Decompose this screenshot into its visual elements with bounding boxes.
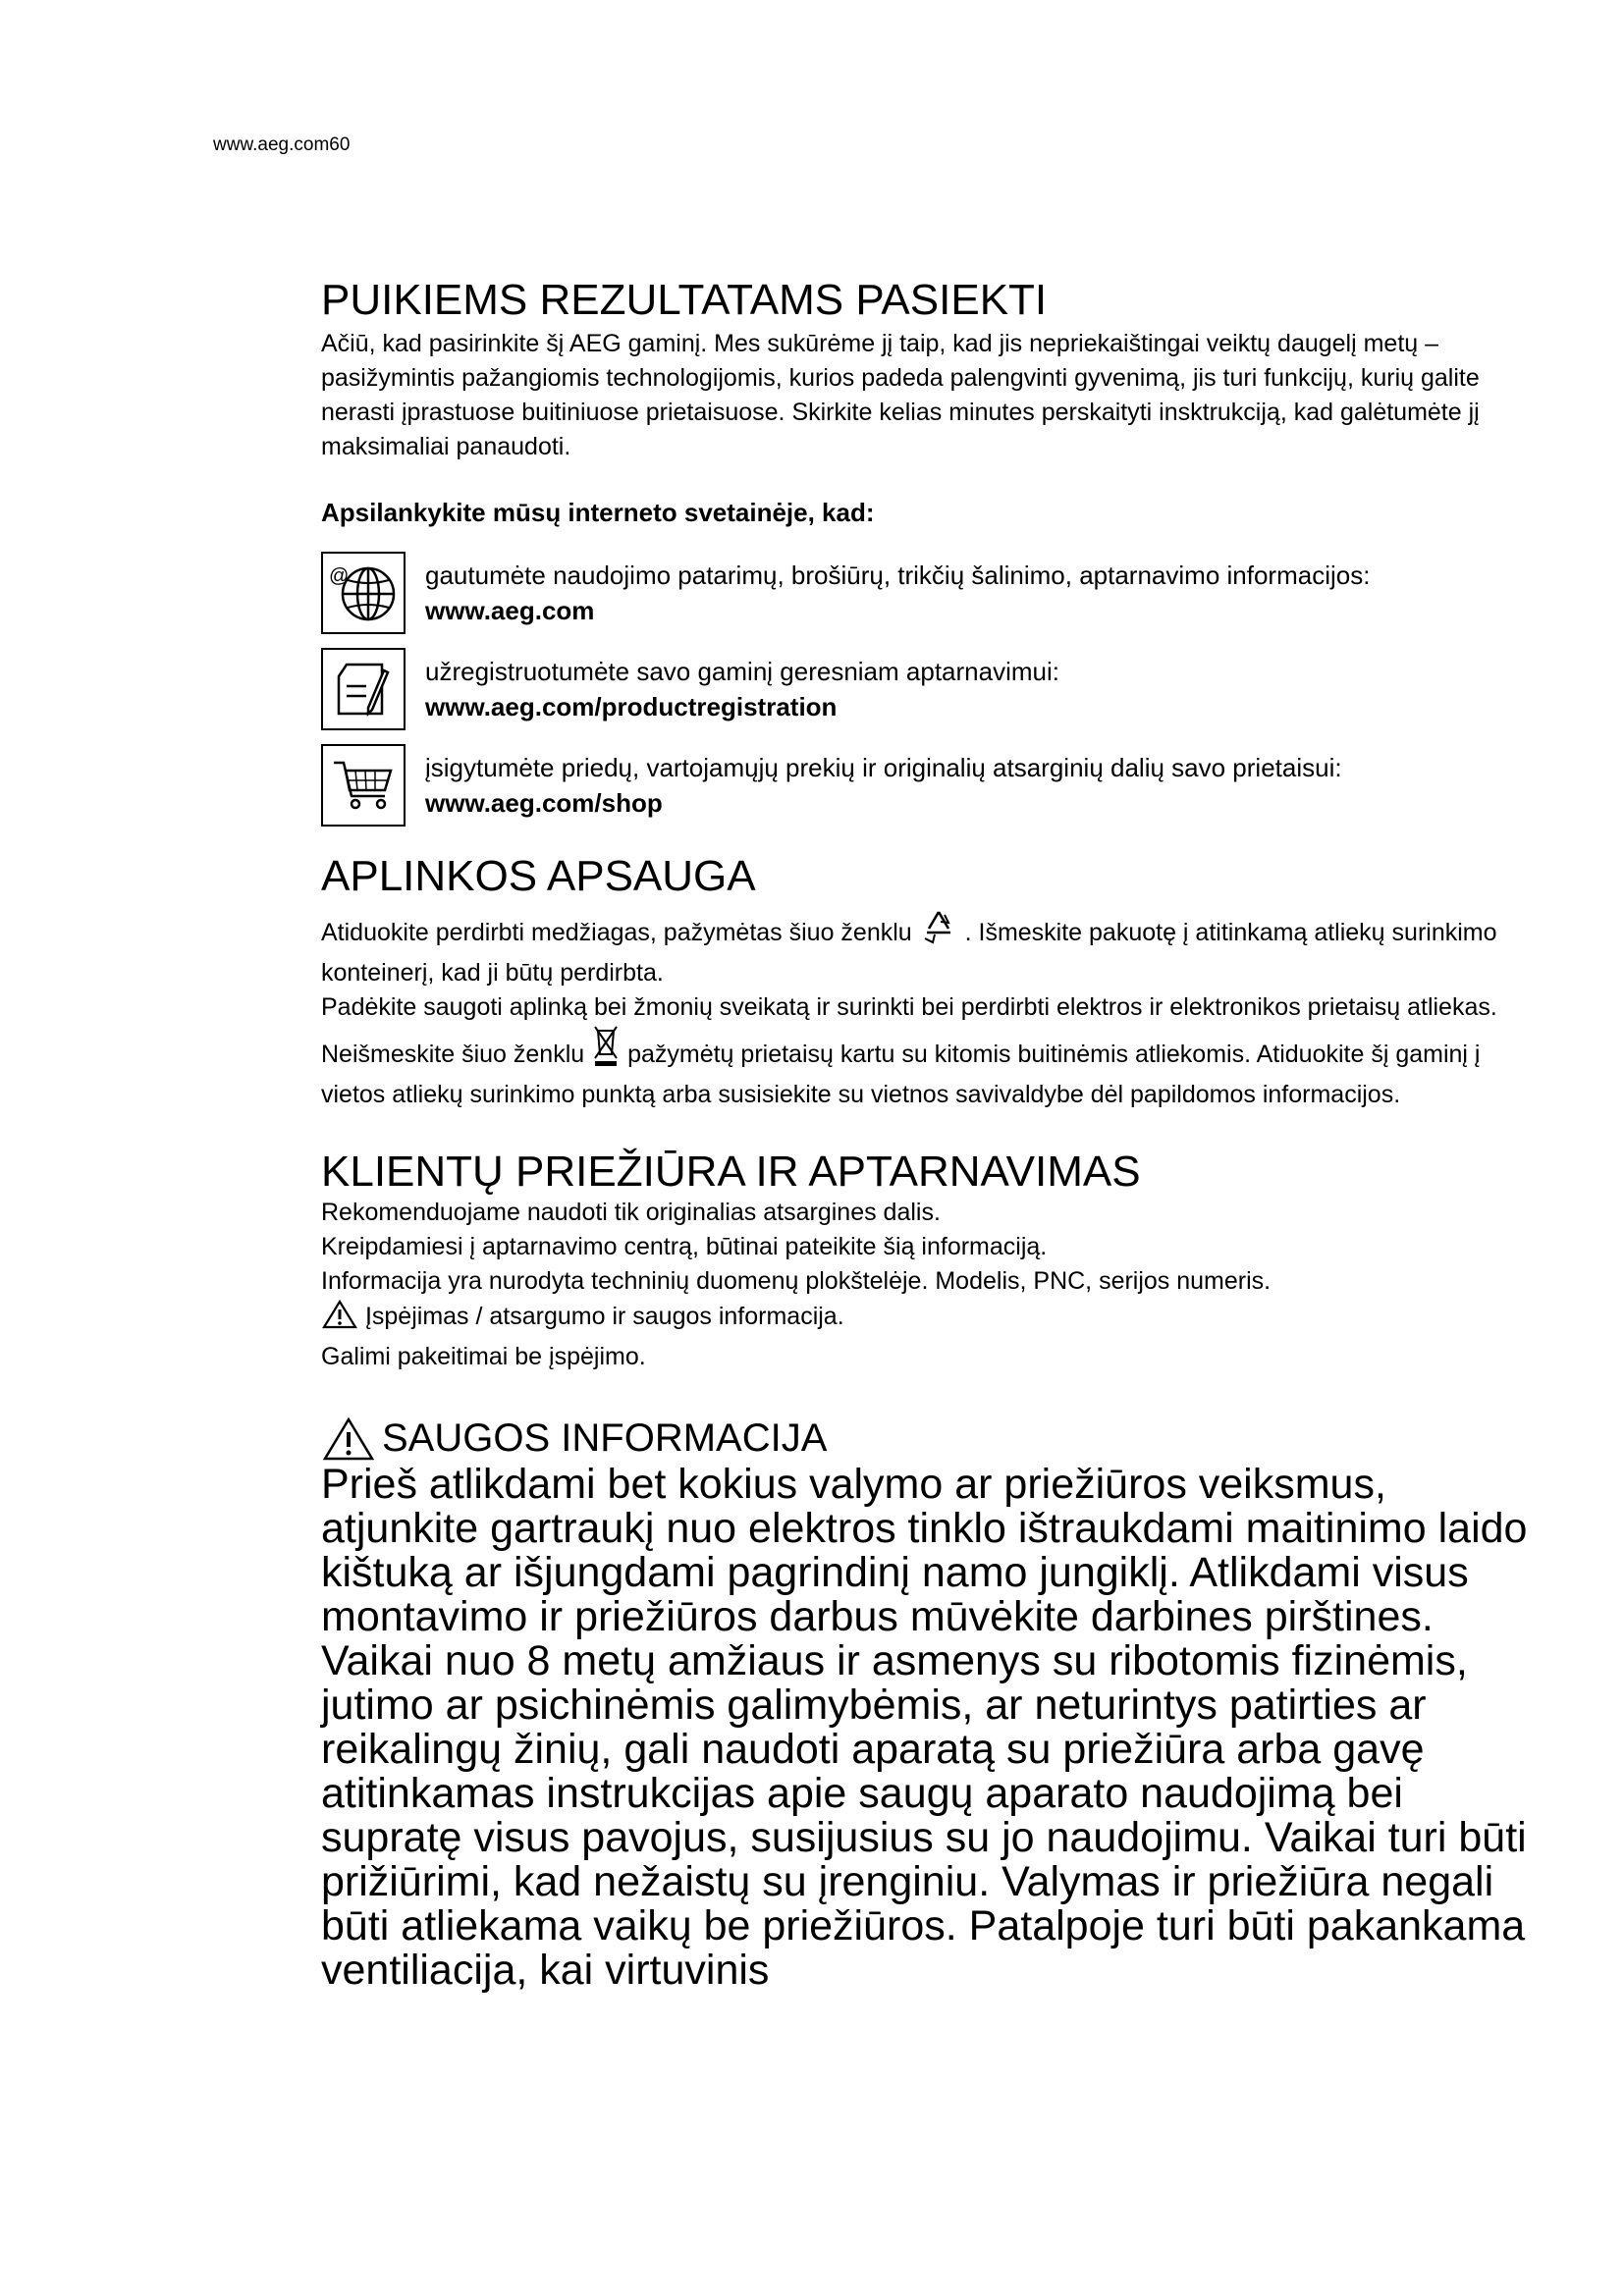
environment-text-part: Atiduokite perdirbti medžiagas, pažymėtas šiuo ženklu	[321, 919, 912, 947]
visit-heading: Apsilankykite mūsų interneto svetainėje, kad:	[321, 498, 875, 528]
service-line: Galimi pakeitimai be įspėjimo.	[321, 1342, 646, 1370]
link-description: įsigytumėte priedų, vartojamųjų prekių ir originalių atsarginių dalių savo prietaisui:	[425, 753, 1342, 783]
product-registration-link[interactable]: www.aeg.com/productregistration	[425, 692, 838, 722]
safety-text: Prieš atlikdami bet kokius valymo ar priežiūros veiksmus, atjunkite gartraukį nuo elektros tinklo ištraukdami maitinimo laido kištuką ar išjungdami pagrindinį namo jungiklį. Atlikdami visus montavimo ir priežiūros darbus mūvėkite darbines pirštines. Vaikai nuo 8 metų amžiaus ir asmenys su ribotomis fizinėmis, jutimo ar psichinėmis galimybėmis, ar neturintys patirties ar reikalingų žinių, gali naudoti aparatą su priežiūra arba gavę atitinkamas instrukcijas apie saugų aparato naudojimą bei supratę visus pavojus, susijusius su jo naudojimu. Vaikai turi būti prižiūrimi, kad nežaistų su įrenginiu. Valymas ir priežiūra negali būti atliekama vaikų be priežiūros. Patalpoje turi būti pakankama ventiliacija, kai virtuvinis	[321, 1460, 1528, 1994]
link-row-registration	[321, 648, 1539, 730]
shop-link[interactable]: www.aeg.com/shop	[425, 788, 663, 819]
svg-text:@: @	[329, 565, 350, 588]
service-warning-line	[321, 1299, 1539, 1340]
globe-icon	[321, 552, 406, 634]
warning-icon	[321, 1415, 376, 1463]
crossed-bin-icon	[591, 1025, 621, 1078]
safety-title-text: SAUGOS INFORMACIJA	[382, 1416, 828, 1461]
link-row-shop	[321, 744, 1539, 827]
recycling-icon	[919, 909, 958, 956]
intro-title: PUIKIEMS REZULTATAMS PASIEKTI	[321, 276, 1048, 324]
link-row-support	[321, 552, 1539, 634]
environment-text-part: pažymėtų prietaisų kartu su kitomis buitinėmis atliekomis. Atiduokite šį gaminį į vietos atliekų surinkimo punktą arba susisiekite su vietnos savivaldybe dėl papildomos informacijos.	[321, 1041, 1481, 1109]
warning-icon	[321, 1299, 358, 1340]
link-text-shop	[425, 750, 1342, 821]
link-description: užregistruotumėte savo gaminį geresniam aptarnavimui:	[425, 657, 1059, 687]
service-line: Informacija yra nurodyta techninių duomenų plokštelėje. Modelis, PNC, serijos numeris.	[321, 1266, 1272, 1295]
link-text-registration	[425, 654, 1059, 724]
environment-text-part: . Išmeskite pakuotę į atitinkamą atliekų surinkimo konteinerį, kad ji būtų perdirbta.	[321, 919, 1497, 988]
service-warning-text: Įspėjimas / atsargumo ir saugos informacija.	[364, 1302, 844, 1330]
environment-section	[321, 854, 1539, 1112]
service-title: KLIENTŲ PRIEŽIŪRA IR APTARNAVIMAS	[321, 1148, 1141, 1197]
service-line: Rekomenduojame naudoti tik originalias atsargines dalis.	[321, 1198, 941, 1226]
page-header-url: www.aeg.com60	[213, 134, 351, 155]
link-text-support	[425, 558, 1370, 628]
environment-text-weee	[321, 990, 1539, 1112]
manual-page	[321, 278, 1539, 1993]
environment-text	[321, 909, 1539, 990]
intro-text: Ačiū, kad pasirinkite šį AEG gaminį. Mes sukūrėme jį taip, kad jis nepriekaištingai veiktų daugelį metų – pasižymintis pažangiomis technologijomis, kurios padeda palengvinti gyvenimą, jis turi funkcijų, kurių galite nerasti įprastuose buitiniuose prietaisuose. Skirkite kelias minutes perskaityti insktrukciją, kad galėtumėte jį maksimaliai panaudoti.	[321, 330, 1480, 461]
environment-text-part: Padėkite saugoti aplinką bei žmonių sveikatą ir surinkti bei perdirbti elektros ir elektronikos prietaisų atliekas. Neišmeskite šiuo ženklu	[321, 993, 1497, 1069]
service-section	[321, 1149, 1539, 1373]
aeg-home-link[interactable]: www.aeg.com	[425, 596, 595, 626]
safety-section	[321, 1415, 1539, 1993]
registration-icon	[321, 648, 406, 730]
service-line: Kreipdamiesi į aptarnavimo centrą, būtinai pateikite šią informaciją.	[321, 1232, 1048, 1260]
environment-title: APLINKOS APSAUGA	[321, 852, 756, 901]
safety-title	[321, 1415, 1539, 1463]
link-description: gautumėte naudojimo patarimų, brošiūrų, trikčių šalinimo, aptarnavimo informacijos:	[425, 561, 1371, 591]
shopping-cart-icon	[321, 744, 406, 827]
